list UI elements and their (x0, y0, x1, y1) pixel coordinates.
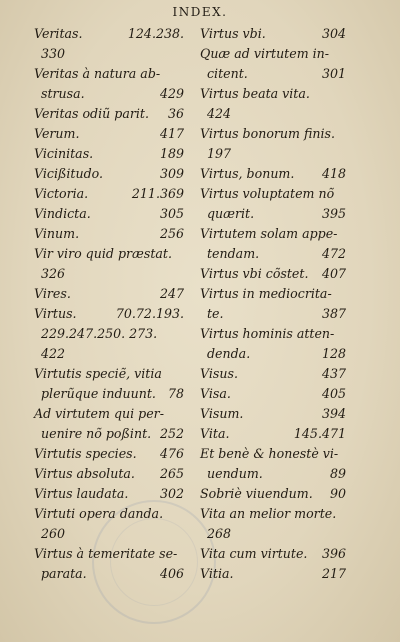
entry-term: Virtus vbi cõstet. (200, 266, 309, 281)
entry-term: Verum. (34, 126, 80, 141)
index-entry (200, 364, 346, 384)
entry-page-number: 211.369 (131, 186, 184, 201)
entry-term: Victoria. (34, 186, 89, 201)
entry-term: uenire nõ poßint. (41, 426, 152, 441)
entry-term: 197 (207, 146, 232, 161)
entry-term: uendum. (207, 466, 263, 481)
index-entry (200, 404, 346, 424)
index-entry (200, 504, 346, 524)
index-entry (200, 264, 346, 284)
entry-term: plerũque induunt. (41, 386, 156, 401)
entry-term: parata. (41, 566, 87, 581)
index-entry (34, 444, 184, 464)
entry-page-number: 437 (321, 366, 346, 381)
entry-term: Vita. (200, 426, 230, 441)
index-entry (34, 464, 184, 484)
index-entry (34, 424, 184, 444)
entry-term: Vita cum virtute. (200, 546, 308, 561)
index-entry (34, 244, 184, 264)
entry-page-number: 406 (159, 566, 184, 581)
index-entry (34, 384, 184, 404)
entry-term: 424 (207, 106, 232, 121)
index-entry (34, 504, 184, 524)
entry-page-number: 252 (159, 426, 184, 441)
index-entry (34, 484, 184, 504)
index-entry (34, 304, 184, 324)
index-entry (200, 224, 346, 244)
entry-term: 260 (41, 526, 66, 541)
index-entry (200, 84, 346, 104)
entry-page-number: 256 (159, 226, 184, 241)
entry-term: Vindicta. (34, 206, 91, 221)
entry-term: Virtus. (34, 306, 77, 321)
entry-page-number: 396 (321, 546, 346, 561)
index-entry (200, 164, 346, 184)
index-entry (200, 304, 346, 324)
index-entry (34, 224, 184, 244)
index-entry (34, 184, 184, 204)
index-entry (34, 24, 184, 44)
entry-page-number: 395 (321, 206, 346, 221)
entry-page-number: 217 (321, 566, 346, 581)
index-entry (200, 564, 346, 584)
entry-term: Virtus beata vita. (200, 86, 310, 101)
entry-page-number: 128 (321, 346, 346, 361)
index-entry (34, 164, 184, 184)
entry-term: Veritas à natura ab- (34, 66, 161, 81)
entry-page-number: 476 (159, 446, 184, 461)
index-entry (200, 344, 346, 364)
entry-page-number: 305 (159, 206, 184, 221)
index-entry (200, 64, 346, 84)
index-entry (200, 24, 346, 44)
entry-page-number: 405 (321, 386, 346, 401)
entry-term: Ad virtutem qui per- (34, 406, 164, 421)
entry-term: 422 (41, 346, 66, 361)
entry-term: Virtus voluptatem nõ (200, 186, 335, 201)
entry-page-number: 265 (159, 466, 184, 481)
entry-term: Vires. (34, 286, 71, 301)
index-entry (200, 204, 346, 224)
entry-term: Vinum. (34, 226, 80, 241)
entry-term: Visa. (200, 386, 231, 401)
index-entry (34, 104, 184, 124)
entry-term: Vicinitas. (34, 146, 94, 161)
entry-page-number: 124.238. (127, 26, 184, 41)
entry-term: Virtutis species. (34, 446, 137, 461)
entry-term: Virtus vbi. (200, 26, 266, 41)
entry-page-number: 407 (321, 266, 346, 281)
entry-term: Veritas. (34, 26, 83, 41)
entry-term: Vir viro quid præstat. (34, 246, 172, 261)
entry-page-number: 417 (159, 126, 184, 141)
entry-page-number: 301 (321, 66, 346, 81)
entry-term: Virtus bonorum finis. (200, 126, 335, 141)
index-entry (200, 44, 346, 64)
entry-term: tendam. (207, 246, 260, 261)
entry-term: Virtus, bonum. (200, 166, 295, 181)
index-entry (200, 444, 346, 464)
index-entry (34, 404, 184, 424)
entry-term: 268 (207, 526, 232, 541)
entry-page-number: 90 (329, 486, 346, 501)
index-entry (34, 84, 184, 104)
index-entry (200, 544, 346, 564)
index-entry (200, 424, 346, 444)
index-entry (34, 64, 184, 84)
entry-term: Visus. (200, 366, 238, 381)
index-entry (34, 204, 184, 224)
entry-term: 326 (41, 266, 66, 281)
index-entry (200, 124, 346, 144)
index-entry (200, 324, 346, 344)
index-entry (34, 344, 184, 364)
index-entry (34, 524, 184, 544)
index-entry (34, 364, 184, 384)
entry-term: Sobriè viuendum. (200, 486, 313, 501)
index-entry (200, 524, 346, 544)
entry-page-number: 78 (167, 386, 184, 401)
entry-page-number: 36 (167, 106, 184, 121)
entry-page-number: 89 (329, 466, 346, 481)
entry-term: Veritas odiũ parit. (34, 106, 149, 121)
index-entry (200, 284, 346, 304)
entry-term: strusa. (41, 86, 85, 101)
entry-term: Virtuti opera danda. (34, 506, 164, 521)
index-entry (34, 44, 184, 64)
entry-page-number: 309 (159, 166, 184, 181)
entry-page-number: 247 (159, 286, 184, 301)
entry-term: Virtus laudata. (34, 486, 129, 501)
entry-term: Virtutis speciẽ, vitia (34, 366, 162, 381)
entry-term: Virtutem solam appe- (200, 226, 338, 241)
entry-term: Vitia. (200, 566, 234, 581)
index-entry (34, 324, 184, 344)
entry-term: 330 (41, 46, 66, 61)
entry-page-number: 302 (159, 486, 184, 501)
index-entry (200, 384, 346, 404)
entry-term: quærit. (207, 206, 255, 221)
entry-term: te. (207, 306, 224, 321)
entry-page-number: 70.72.193. (115, 306, 184, 321)
page-header: INDEX. (172, 5, 228, 19)
entry-term: Vita an melior morte. (200, 506, 337, 521)
entry-page-number: 304 (321, 26, 346, 41)
index-entry (200, 244, 346, 264)
index-entry (200, 184, 346, 204)
entry-term: citent. (207, 66, 248, 81)
entry-page-number: 394 (321, 406, 346, 421)
entry-term: Quæ ad virtutem in- (200, 46, 330, 61)
entry-page-number: 189 (159, 146, 184, 161)
entry-page-number: 418 (321, 166, 346, 181)
entry-term: Virtus hominis atten- (200, 326, 335, 341)
index-entry (34, 124, 184, 144)
index-entry (200, 144, 346, 164)
entry-term: Virtus à temeritate se- (34, 546, 178, 561)
entry-page-number: 429 (159, 86, 184, 101)
entry-term: Virtus absoluta. (34, 466, 135, 481)
entry-term: Visum. (200, 406, 244, 421)
entry-page-number: 145.471 (293, 426, 346, 441)
index-entry (34, 264, 184, 284)
index-entry (200, 464, 346, 484)
index-entry (34, 564, 184, 584)
index-entry (34, 284, 184, 304)
index-entry (200, 484, 346, 504)
index-entry (34, 544, 184, 564)
entry-term: denda. (207, 346, 251, 361)
entry-page-number: 472 (321, 246, 346, 261)
entry-term: 229.247.250. 273. (41, 326, 158, 341)
index-entry (200, 104, 346, 124)
entry-term: Virtus in mediocrita- (200, 286, 332, 301)
entry-term: Vicißitudo. (34, 166, 104, 181)
entry-term: Et benè & honestè vi- (200, 446, 339, 461)
index-entry (34, 144, 184, 164)
entry-page-number: 387 (321, 306, 346, 321)
